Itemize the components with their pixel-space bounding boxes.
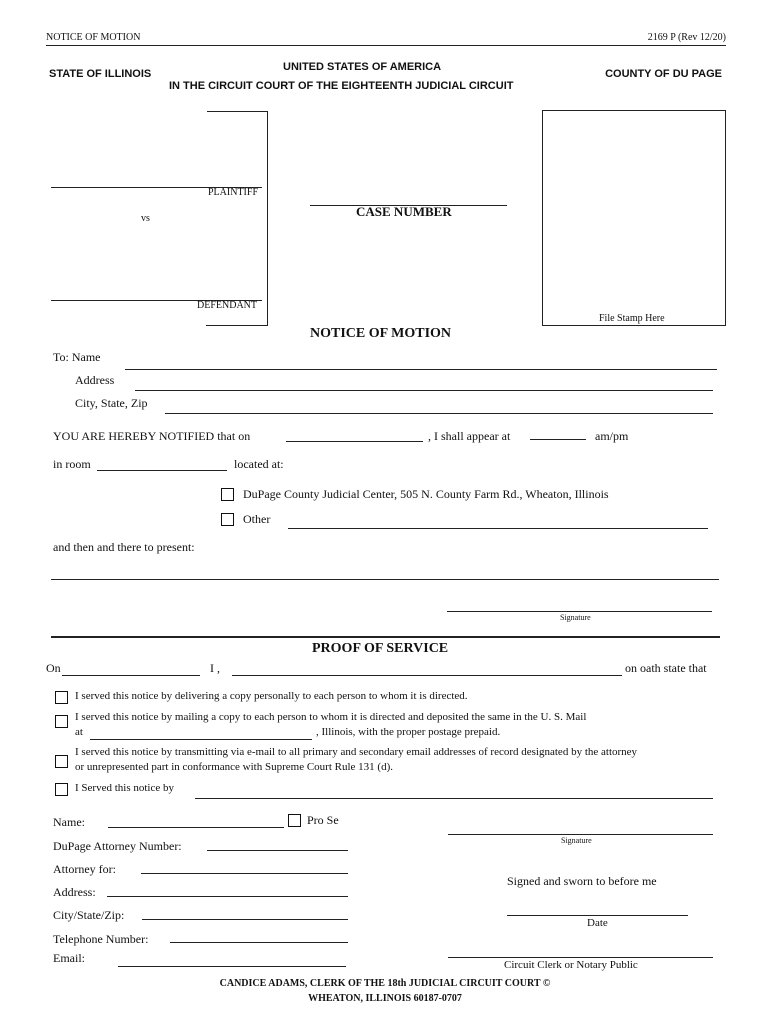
proof-signature-label: Signature xyxy=(561,836,592,845)
attorney-address-label: Address: xyxy=(53,885,96,899)
caption-right-border xyxy=(267,111,268,326)
file-stamp-label: File Stamp Here xyxy=(599,313,665,324)
form-title-small: NOTICE OF MOTION xyxy=(46,32,141,43)
personal-delivery-label: I served this notice by delivering a copy personally to each person to whom it is directed. xyxy=(75,690,468,702)
other-service-checkbox[interactable] xyxy=(55,783,68,796)
on-label: On xyxy=(46,661,61,675)
pro-se-label: Pro Se xyxy=(307,813,339,827)
file-stamp-box xyxy=(542,110,726,326)
address-label: Address xyxy=(75,373,115,387)
attorney-city-field[interactable] xyxy=(142,919,348,920)
hearing-time-field[interactable] xyxy=(530,439,586,440)
court-label: IN THE CIRCUIT COURT OF THE EIGHTEENTH JUDICIAL CIRCUIT xyxy=(169,80,514,92)
other-location-field[interactable] xyxy=(288,528,708,529)
personal-delivery-checkbox[interactable] xyxy=(55,691,68,704)
clerk-signature-field[interactable] xyxy=(448,957,713,958)
attorney-address-field[interactable] xyxy=(107,896,348,897)
to-name-label: To: Name xyxy=(53,350,101,364)
section-divider xyxy=(51,636,720,638)
proof-signature-field[interactable] xyxy=(448,834,713,835)
plaintiff-label: PLAINTIFF xyxy=(208,187,259,198)
attorney-number-field[interactable] xyxy=(207,850,348,851)
attorney-city-label: City/State/Zip: xyxy=(53,908,125,922)
judicial-center-checkbox[interactable] xyxy=(221,488,234,501)
other-service-label: I Served this notice by xyxy=(75,782,174,794)
appear-label: , I shall appear at xyxy=(428,429,511,443)
defendant-label: DEFENDANT xyxy=(197,300,257,311)
caption-bottom-tick xyxy=(206,325,268,326)
sworn-date-field[interactable] xyxy=(507,915,688,916)
vs-label: vs xyxy=(141,213,150,224)
notice-title: NOTICE OF MOTION xyxy=(310,326,452,341)
server-name-field[interactable] xyxy=(232,675,622,676)
attorney-for-field[interactable] xyxy=(141,873,348,874)
judicial-center-label: DuPage County Judicial Center, 505 N. County Farm Rd., Wheaton, Illinois xyxy=(243,487,609,501)
attorney-for-label: Attorney for: xyxy=(53,862,116,876)
case-number-label: CASE NUMBER xyxy=(356,204,452,219)
i-label: I , xyxy=(210,661,220,675)
proof-title: PROOF OF SERVICE xyxy=(312,641,449,656)
state-label: STATE OF ILLINOIS xyxy=(49,68,152,80)
other-location-checkbox[interactable] xyxy=(221,513,234,526)
email-rule-label: or unrepresented part in conformance with Supreme Court Rule 131 (d). xyxy=(75,761,393,773)
attorney-name-label: Name: xyxy=(53,815,85,829)
pro-se-checkbox[interactable] xyxy=(288,814,301,827)
service-date-field[interactable] xyxy=(62,675,200,676)
mail-service-label: I served this notice by mailing a copy to each person to whom it is directed and deposited the same in the U. S. Mail xyxy=(75,711,587,723)
city-state-zip-label: City, State, Zip xyxy=(75,396,148,410)
address-field[interactable] xyxy=(135,390,713,391)
other-service-field[interactable] xyxy=(195,798,713,799)
email-service-label: I served this notice by transmitting via e-mail to all primary and secondary email addresses of record designated by the attorney xyxy=(75,746,638,758)
oath-label: on oath state that xyxy=(625,661,707,675)
telephone-field[interactable] xyxy=(170,942,348,943)
footer-clerk: CANDICE ADAMS, CLERK OF THE 18th JUDICIAL CIRCUIT COURT © xyxy=(219,978,551,989)
room-field[interactable] xyxy=(97,470,227,471)
attorney-name-field[interactable] xyxy=(108,827,284,828)
located-label: located at: xyxy=(234,457,284,471)
email-field[interactable] xyxy=(118,966,346,967)
mail-service-checkbox[interactable] xyxy=(55,715,68,728)
mail-city-field[interactable] xyxy=(90,739,312,740)
attorney-number-label: DuPage Attorney Number: xyxy=(53,839,182,853)
mail-postage-label: , Illinois, with the proper postage prepaid. xyxy=(316,726,501,738)
mail-at-label: at xyxy=(75,726,83,738)
date-label: Date xyxy=(587,917,608,929)
sworn-label: Signed and sworn to before me xyxy=(507,874,657,888)
county-label: COUNTY OF DU PAGE xyxy=(605,68,722,80)
email-label: Email: xyxy=(53,951,85,965)
ampm-label: am/pm xyxy=(595,429,629,443)
other-location-label: Other xyxy=(243,512,271,526)
to-name-field[interactable] xyxy=(125,369,717,370)
present-field[interactable] xyxy=(51,579,719,580)
email-service-checkbox[interactable] xyxy=(55,755,68,768)
present-label: and then and there to present: xyxy=(53,540,195,554)
footer-address: WHEATON, ILLINOIS 60187-0707 xyxy=(308,993,462,1004)
in-room-label: in room xyxy=(53,457,91,471)
notice-signature-field[interactable] xyxy=(447,611,712,612)
city-state-zip-field[interactable] xyxy=(165,413,713,414)
notice-signature-label: Signature xyxy=(560,613,591,622)
notified-label: YOU ARE HEREBY NOTIFIED that on xyxy=(53,429,251,443)
caption-top-tick xyxy=(207,111,268,112)
form-number: 2169 P (Rev 12/20) xyxy=(647,32,726,43)
hearing-date-field[interactable] xyxy=(286,441,423,442)
country-label: UNITED STATES OF AMERICA xyxy=(283,61,442,73)
telephone-label: Telephone Number: xyxy=(53,932,149,946)
header-divider xyxy=(46,45,726,46)
clerk-label: Circuit Clerk or Notary Public xyxy=(504,959,638,971)
